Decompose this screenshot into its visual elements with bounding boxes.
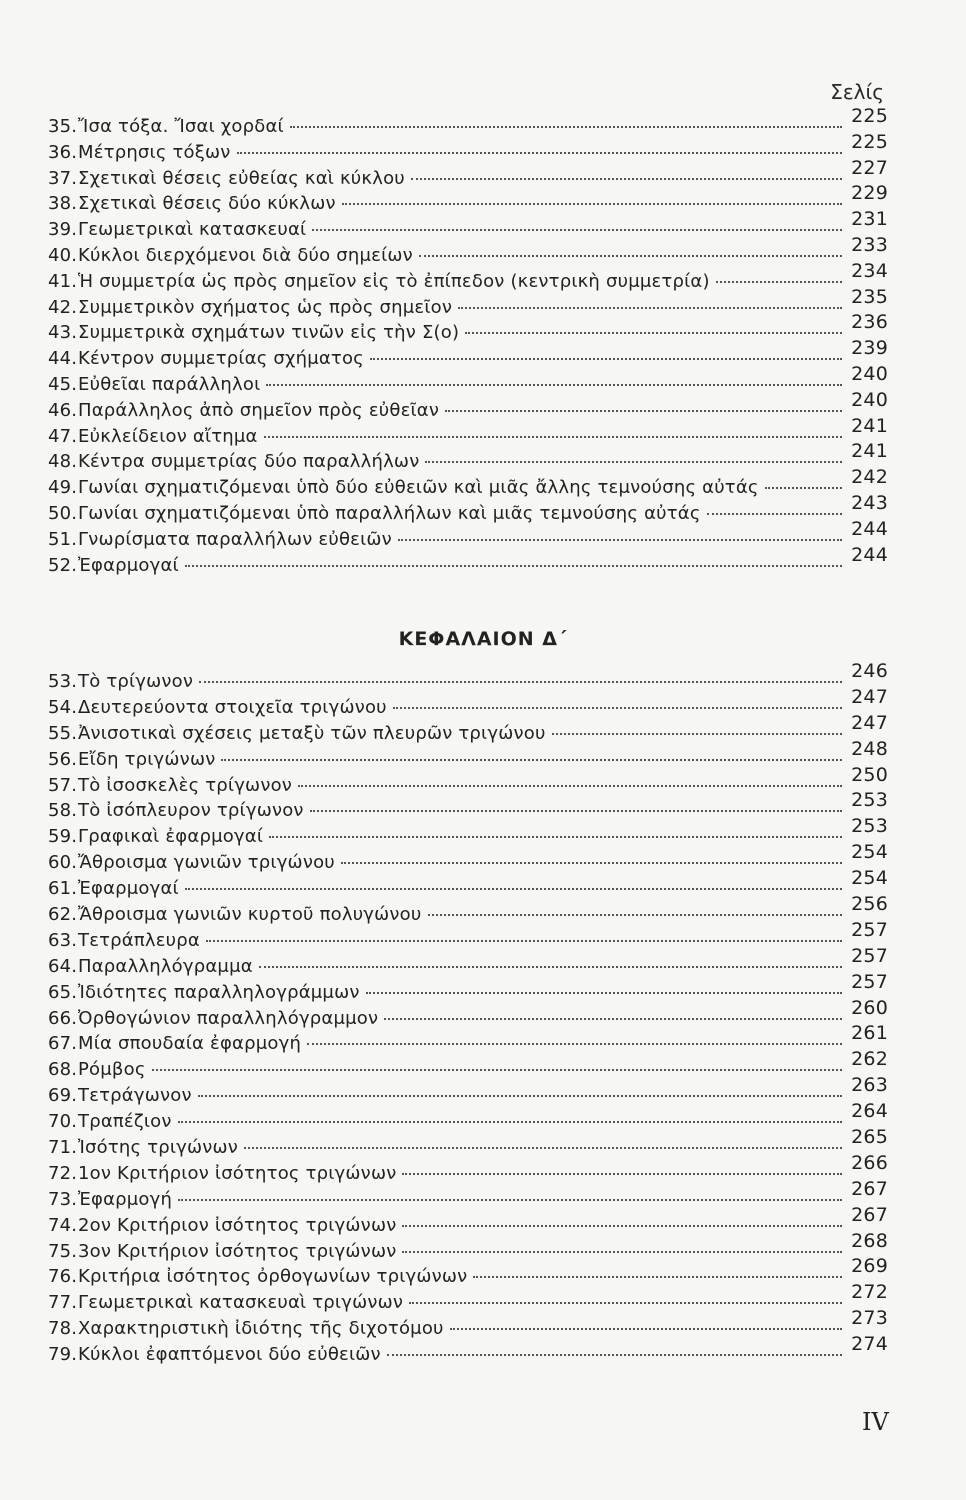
- toc-section-2: [48, 660, 888, 1369]
- entry-title: Ὀρθογώνιον παραλληλόγραμμον: [78, 1007, 379, 1029]
- entry-title: Εἴδη τριγώνων: [78, 748, 216, 770]
- entry-page: 263: [851, 1074, 888, 1097]
- entry-number: 37.: [48, 167, 78, 189]
- toc-entry: [48, 1126, 888, 1162]
- entry-number: 55.: [48, 722, 78, 744]
- dot-leader: [221, 759, 842, 761]
- toc-entry: [48, 1074, 888, 1110]
- entry-number: 38.: [48, 193, 78, 215]
- entry-title: Ἐφαρμογαί: [78, 554, 179, 576]
- entry-page: 267: [851, 1203, 888, 1226]
- dot-leader: [393, 707, 842, 709]
- entry-page: 247: [851, 685, 888, 708]
- toc-entry: [48, 466, 888, 502]
- toc-entry: [48, 517, 888, 554]
- entry-title: Χαρακτηριστικὴ ἰδιότης τῆς διχοτόμου: [78, 1318, 444, 1340]
- toc-entry: [48, 763, 888, 800]
- entry-title: Γωνίαι σχηματιζόμεναι ὑπὸ παραλλήλων καὶ μιᾶς τεμνούσης αὐτάς: [78, 502, 701, 524]
- entry-title: Ἴσα τόξα. Ἴσαι χορδαί: [78, 116, 284, 137]
- entry-title: Ἐφαρμογή: [78, 1188, 173, 1210]
- toc-entry: [48, 841, 888, 877]
- entry-page: 264: [851, 1100, 888, 1123]
- entry-title: Γωνίαι σχηματιζόμεναι ὑπὸ δύο εὐθειῶν καὶ μιᾶς ἄλλης τεμνούσης αὐτάς: [78, 477, 759, 499]
- entry-number: 50.: [48, 502, 78, 524]
- entry-title: Τετράπλευρα: [78, 929, 200, 951]
- entry-page: 274: [851, 1333, 888, 1356]
- entry-title: 3ον Κριτήριον ἰσότητος τριγώνων: [78, 1240, 397, 1262]
- toc-entry: [48, 944, 888, 981]
- dot-leader: [185, 888, 842, 890]
- dot-leader: [402, 1225, 842, 1227]
- toc-entry: [48, 130, 888, 167]
- entry-number: 65.: [48, 981, 78, 1003]
- entry-page: 272: [851, 1281, 888, 1304]
- toc-entry: [48, 1151, 888, 1188]
- dot-leader: [445, 410, 842, 412]
- entry-page: 267: [851, 1177, 888, 1200]
- toc-entry: [48, 1333, 888, 1369]
- entry-page: 265: [851, 1126, 888, 1149]
- entry-title: Δευτερεύοντα στοιχεῖα τριγώνου: [78, 696, 387, 718]
- entry-page: 243: [851, 491, 888, 514]
- entry-page: 240: [851, 388, 888, 411]
- entry-page: 244: [851, 543, 888, 566]
- entry-number: 75.: [48, 1240, 78, 1262]
- entry-number: 36.: [48, 141, 78, 163]
- toc-entry: [48, 182, 888, 218]
- entry-page: 248: [851, 737, 888, 760]
- entry-page: 273: [851, 1307, 888, 1330]
- entry-page: 236: [851, 311, 888, 334]
- dot-leader: [411, 178, 842, 180]
- entry-page: 266: [851, 1151, 888, 1174]
- dot-leader: [465, 332, 842, 334]
- entry-number: 47.: [48, 425, 78, 447]
- dot-leader: [185, 565, 842, 567]
- entry-page: 241: [851, 440, 888, 463]
- toc-entry: [48, 259, 888, 296]
- entry-title: Κριτήρια ἰσότητος ὀρθογωνίων τριγώνων: [78, 1266, 468, 1288]
- entry-number: 56.: [48, 748, 78, 770]
- dot-leader: [264, 436, 842, 438]
- entry-page: 269: [851, 1255, 888, 1278]
- toc-entry: [48, 1255, 888, 1291]
- dot-leader: [425, 461, 842, 463]
- dot-leader: [765, 487, 842, 489]
- entry-number: 35.: [48, 116, 78, 137]
- entry-title: 1ον Κριτήριον ἰσότητος τριγώνων: [78, 1162, 397, 1184]
- entry-number: 54.: [48, 696, 78, 718]
- entry-number: 41.: [48, 270, 78, 292]
- dot-leader: [269, 836, 842, 838]
- entry-page: 244: [851, 517, 888, 540]
- entry-number: 72.: [48, 1162, 78, 1184]
- dot-leader: [473, 1276, 842, 1278]
- entry-page: 225: [851, 105, 888, 127]
- entry-title: Ρόμβος: [78, 1059, 146, 1081]
- entry-number: 48.: [48, 451, 78, 473]
- dot-leader: [199, 681, 842, 683]
- entry-number: 78.: [48, 1318, 78, 1340]
- toc-entry: [48, 970, 888, 1007]
- entry-number: 45.: [48, 373, 78, 395]
- toc-entry: [48, 918, 888, 955]
- entry-number: 39.: [48, 219, 78, 241]
- entry-number: 79.: [48, 1344, 78, 1366]
- entry-title: Μέτρησις τόξων: [78, 141, 231, 163]
- entry-number: 69.: [48, 1085, 78, 1107]
- dot-leader: [398, 539, 842, 541]
- toc-entry: [48, 1281, 888, 1317]
- entry-title: Εὐθεῖαι παράλληλοι: [78, 373, 261, 395]
- entry-page: 261: [851, 1022, 888, 1045]
- entry-title: Σχετικαὶ θέσεις εὐθείας καὶ κύκλου: [78, 167, 405, 189]
- dot-leader: [206, 940, 842, 942]
- toc-entry: [48, 311, 888, 347]
- toc-entry: [48, 737, 888, 774]
- entry-page: 241: [851, 414, 888, 437]
- toc-entry: [48, 1048, 888, 1084]
- entry-number: 59.: [48, 826, 78, 848]
- dot-leader: [450, 1328, 842, 1330]
- entry-title: Μία σπουδαία ἐφαρμογή: [78, 1033, 302, 1055]
- toc-entry: [48, 1229, 888, 1266]
- entry-title: Ἀνισοτικαὶ σχέσεις μεταξὺ τῶν πλευρῶν τριγώνου: [78, 722, 546, 744]
- toc-entry: [48, 685, 888, 722]
- toc-entry: [48, 1177, 888, 1214]
- entry-title: Τὸ ἰσόπλευρον τρίγωνον: [78, 800, 304, 822]
- entry-number: 76.: [48, 1266, 78, 1288]
- dot-leader: [366, 992, 842, 994]
- entry-number: 77.: [48, 1292, 78, 1314]
- dot-leader: [458, 307, 842, 309]
- dot-leader: [419, 255, 842, 257]
- entry-number: 40.: [48, 244, 78, 266]
- page-column-header: Σελίς: [830, 80, 884, 104]
- entry-page: 233: [851, 233, 888, 256]
- toc-entry: [48, 233, 888, 270]
- toc-entry: [48, 105, 888, 141]
- entry-title: Ἰσότης τριγώνων: [78, 1137, 239, 1159]
- dot-leader: [198, 1095, 842, 1097]
- toc-entry: [48, 285, 888, 322]
- entry-number: 42.: [48, 296, 78, 318]
- page-number: IV: [862, 1408, 889, 1436]
- entry-page: 262: [851, 1048, 888, 1071]
- entry-page: 254: [851, 867, 888, 890]
- toc-entry: [48, 491, 888, 528]
- dot-leader: [409, 1302, 842, 1304]
- entry-page: 257: [851, 944, 888, 967]
- entry-title: Παράλληλος ἀπὸ σημεῖον πρὸς εὐθεῖαν: [78, 399, 440, 421]
- toc-entry: [48, 156, 888, 193]
- dot-leader: [307, 1043, 842, 1045]
- toc-entry: [48, 789, 888, 825]
- toc-entry: [48, 815, 888, 851]
- chapter-heading: ΚΕΦΑΛΑΙΟΝ Δ΄: [398, 628, 568, 650]
- entry-page: 256: [851, 893, 888, 916]
- toc-entry: [48, 337, 888, 373]
- dot-leader: [290, 126, 842, 128]
- entry-page: 239: [851, 337, 888, 360]
- entry-title: Ἡ συμμετρία ὡς πρὸς σημεῖον εἰς τὸ ἐπίπεδον (κεντρικὴ συμμετρία): [78, 270, 710, 292]
- dot-leader: [402, 1251, 842, 1253]
- toc-entry: [48, 1203, 888, 1240]
- toc-entry: [48, 893, 888, 929]
- entry-title: Ἰδιότητες παραλληλογράμμων: [78, 981, 360, 1003]
- entry-title: Κύκλοι ἐφαπτόμενοι δύο εὐθειῶν: [78, 1344, 381, 1366]
- entry-title: Κύκλοι διερχόμενοι διὰ δύο σημείων: [78, 244, 413, 266]
- entry-number: 57.: [48, 774, 78, 796]
- entry-number: 61.: [48, 878, 78, 900]
- entry-page: 234: [851, 259, 888, 282]
- entry-number: 71.: [48, 1137, 78, 1159]
- dot-leader: [716, 281, 842, 283]
- toc-section-1: [48, 105, 888, 579]
- entry-title: Ἐφαρμογαί: [78, 878, 179, 900]
- dot-leader: [387, 1354, 842, 1356]
- entry-page: 253: [851, 815, 888, 838]
- entry-title: Παραλληλόγραμμα: [78, 955, 253, 977]
- dot-leader: [341, 862, 842, 864]
- entry-number: 51.: [48, 528, 78, 550]
- entry-title: Κέντρον συμμετρίας σχήματος: [78, 348, 364, 370]
- entry-number: 46.: [48, 399, 78, 421]
- entry-number: 63.: [48, 929, 78, 951]
- dot-leader: [312, 229, 842, 231]
- dot-leader: [342, 203, 842, 205]
- toc-entry: [48, 660, 888, 696]
- entry-number: 68.: [48, 1059, 78, 1081]
- dot-leader: [402, 1173, 842, 1175]
- toc-entry: [48, 440, 888, 476]
- dot-leader: [152, 1069, 842, 1071]
- dot-leader: [552, 733, 842, 735]
- dot-leader: [266, 384, 842, 386]
- toc-entry: [48, 388, 888, 425]
- toc-entry: [48, 414, 888, 451]
- entry-number: 52.: [48, 554, 78, 576]
- entry-number: 73.: [48, 1188, 78, 1210]
- entry-page: 253: [851, 789, 888, 812]
- entry-title: Γεωμετρικαὶ κατασκευαί: [78, 219, 307, 241]
- entry-title: 2ον Κριτήριον ἰσότητος τριγώνων: [78, 1214, 397, 1236]
- entry-page: 246: [851, 660, 888, 682]
- entry-number: 49.: [48, 477, 78, 499]
- entry-title: Κέντρα συμμετρίας δύο παραλλήλων: [78, 451, 420, 473]
- dot-leader: [384, 1018, 842, 1020]
- entry-number: 53.: [48, 671, 78, 692]
- entry-title: Εὐκλείδειον αἴτημα: [78, 425, 258, 447]
- entry-page: 268: [851, 1229, 888, 1252]
- entry-page: 235: [851, 285, 888, 308]
- entry-page: 260: [851, 996, 888, 1019]
- entry-number: 58.: [48, 800, 78, 822]
- entry-title: Σχετικαὶ θέσεις δύο κύκλων: [78, 193, 336, 215]
- entry-page: 227: [851, 156, 888, 179]
- entry-number: 67.: [48, 1033, 78, 1055]
- dot-leader: [298, 785, 842, 787]
- entry-number: 74.: [48, 1214, 78, 1236]
- toc-entry: [48, 1307, 888, 1343]
- entry-title: Συμμετρικὸν σχήματος ὡς πρὸς σημεῖον: [78, 296, 453, 318]
- entry-number: 64.: [48, 955, 78, 977]
- entry-page: 240: [851, 362, 888, 385]
- entry-number: 44.: [48, 348, 78, 370]
- dot-leader: [244, 1147, 842, 1149]
- entry-page: 242: [851, 466, 888, 489]
- entry-page: 250: [851, 763, 888, 786]
- entry-page: 225: [851, 130, 888, 153]
- entry-title: Ἄθροισμα γωνιῶν κυρτοῦ πολυγώνου: [78, 904, 422, 926]
- entry-number: 66.: [48, 1007, 78, 1029]
- dot-leader: [178, 1121, 842, 1123]
- entry-title: Τὸ τρίγωνον: [78, 671, 194, 692]
- dot-leader: [237, 152, 842, 154]
- toc-entry: [48, 996, 888, 1033]
- dot-leader: [178, 1199, 842, 1201]
- dot-leader: [310, 810, 842, 812]
- dot-leader: [707, 513, 842, 515]
- dot-leader: [428, 914, 842, 916]
- toc-entry: [48, 362, 888, 399]
- entry-title: Τραπέζιον: [78, 1111, 172, 1133]
- dot-leader: [259, 966, 842, 968]
- entry-page: 229: [851, 182, 888, 205]
- entry-title: Ἄθροισμα γωνιῶν τριγώνου: [78, 852, 335, 874]
- toc-entry: [48, 1022, 888, 1058]
- entry-title: Γεωμετρικαὶ κατασκευαὶ τριγώνων: [78, 1292, 404, 1314]
- toc-entry: [48, 867, 888, 903]
- toc-entry: [48, 543, 888, 580]
- entry-title: Γνωρίσματα παραλλήλων εὐθειῶν: [78, 528, 392, 550]
- entry-title: Συμμετρικὰ σχημάτων τινῶν εἰς τὴν Σ(ο): [78, 322, 460, 344]
- entry-number: 62.: [48, 904, 78, 926]
- toc-entry: [48, 1100, 888, 1136]
- entry-page: 257: [851, 970, 888, 993]
- entry-title: Γραφικαὶ ἐφαρμογαί: [78, 826, 264, 848]
- toc-entry: [48, 208, 888, 244]
- entry-number: 70.: [48, 1111, 78, 1133]
- toc-entry: [48, 711, 888, 748]
- entry-page: 231: [851, 208, 888, 231]
- entry-page: 254: [851, 841, 888, 864]
- entry-title: Τετράγωνον: [78, 1085, 192, 1107]
- entry-number: 60.: [48, 852, 78, 874]
- entry-title: Τὸ ἰσοσκελὲς τρίγωνον: [78, 774, 293, 796]
- entry-number: 43.: [48, 322, 78, 344]
- entry-page: 247: [851, 711, 888, 734]
- dot-leader: [370, 358, 842, 360]
- entry-page: 257: [851, 918, 888, 941]
